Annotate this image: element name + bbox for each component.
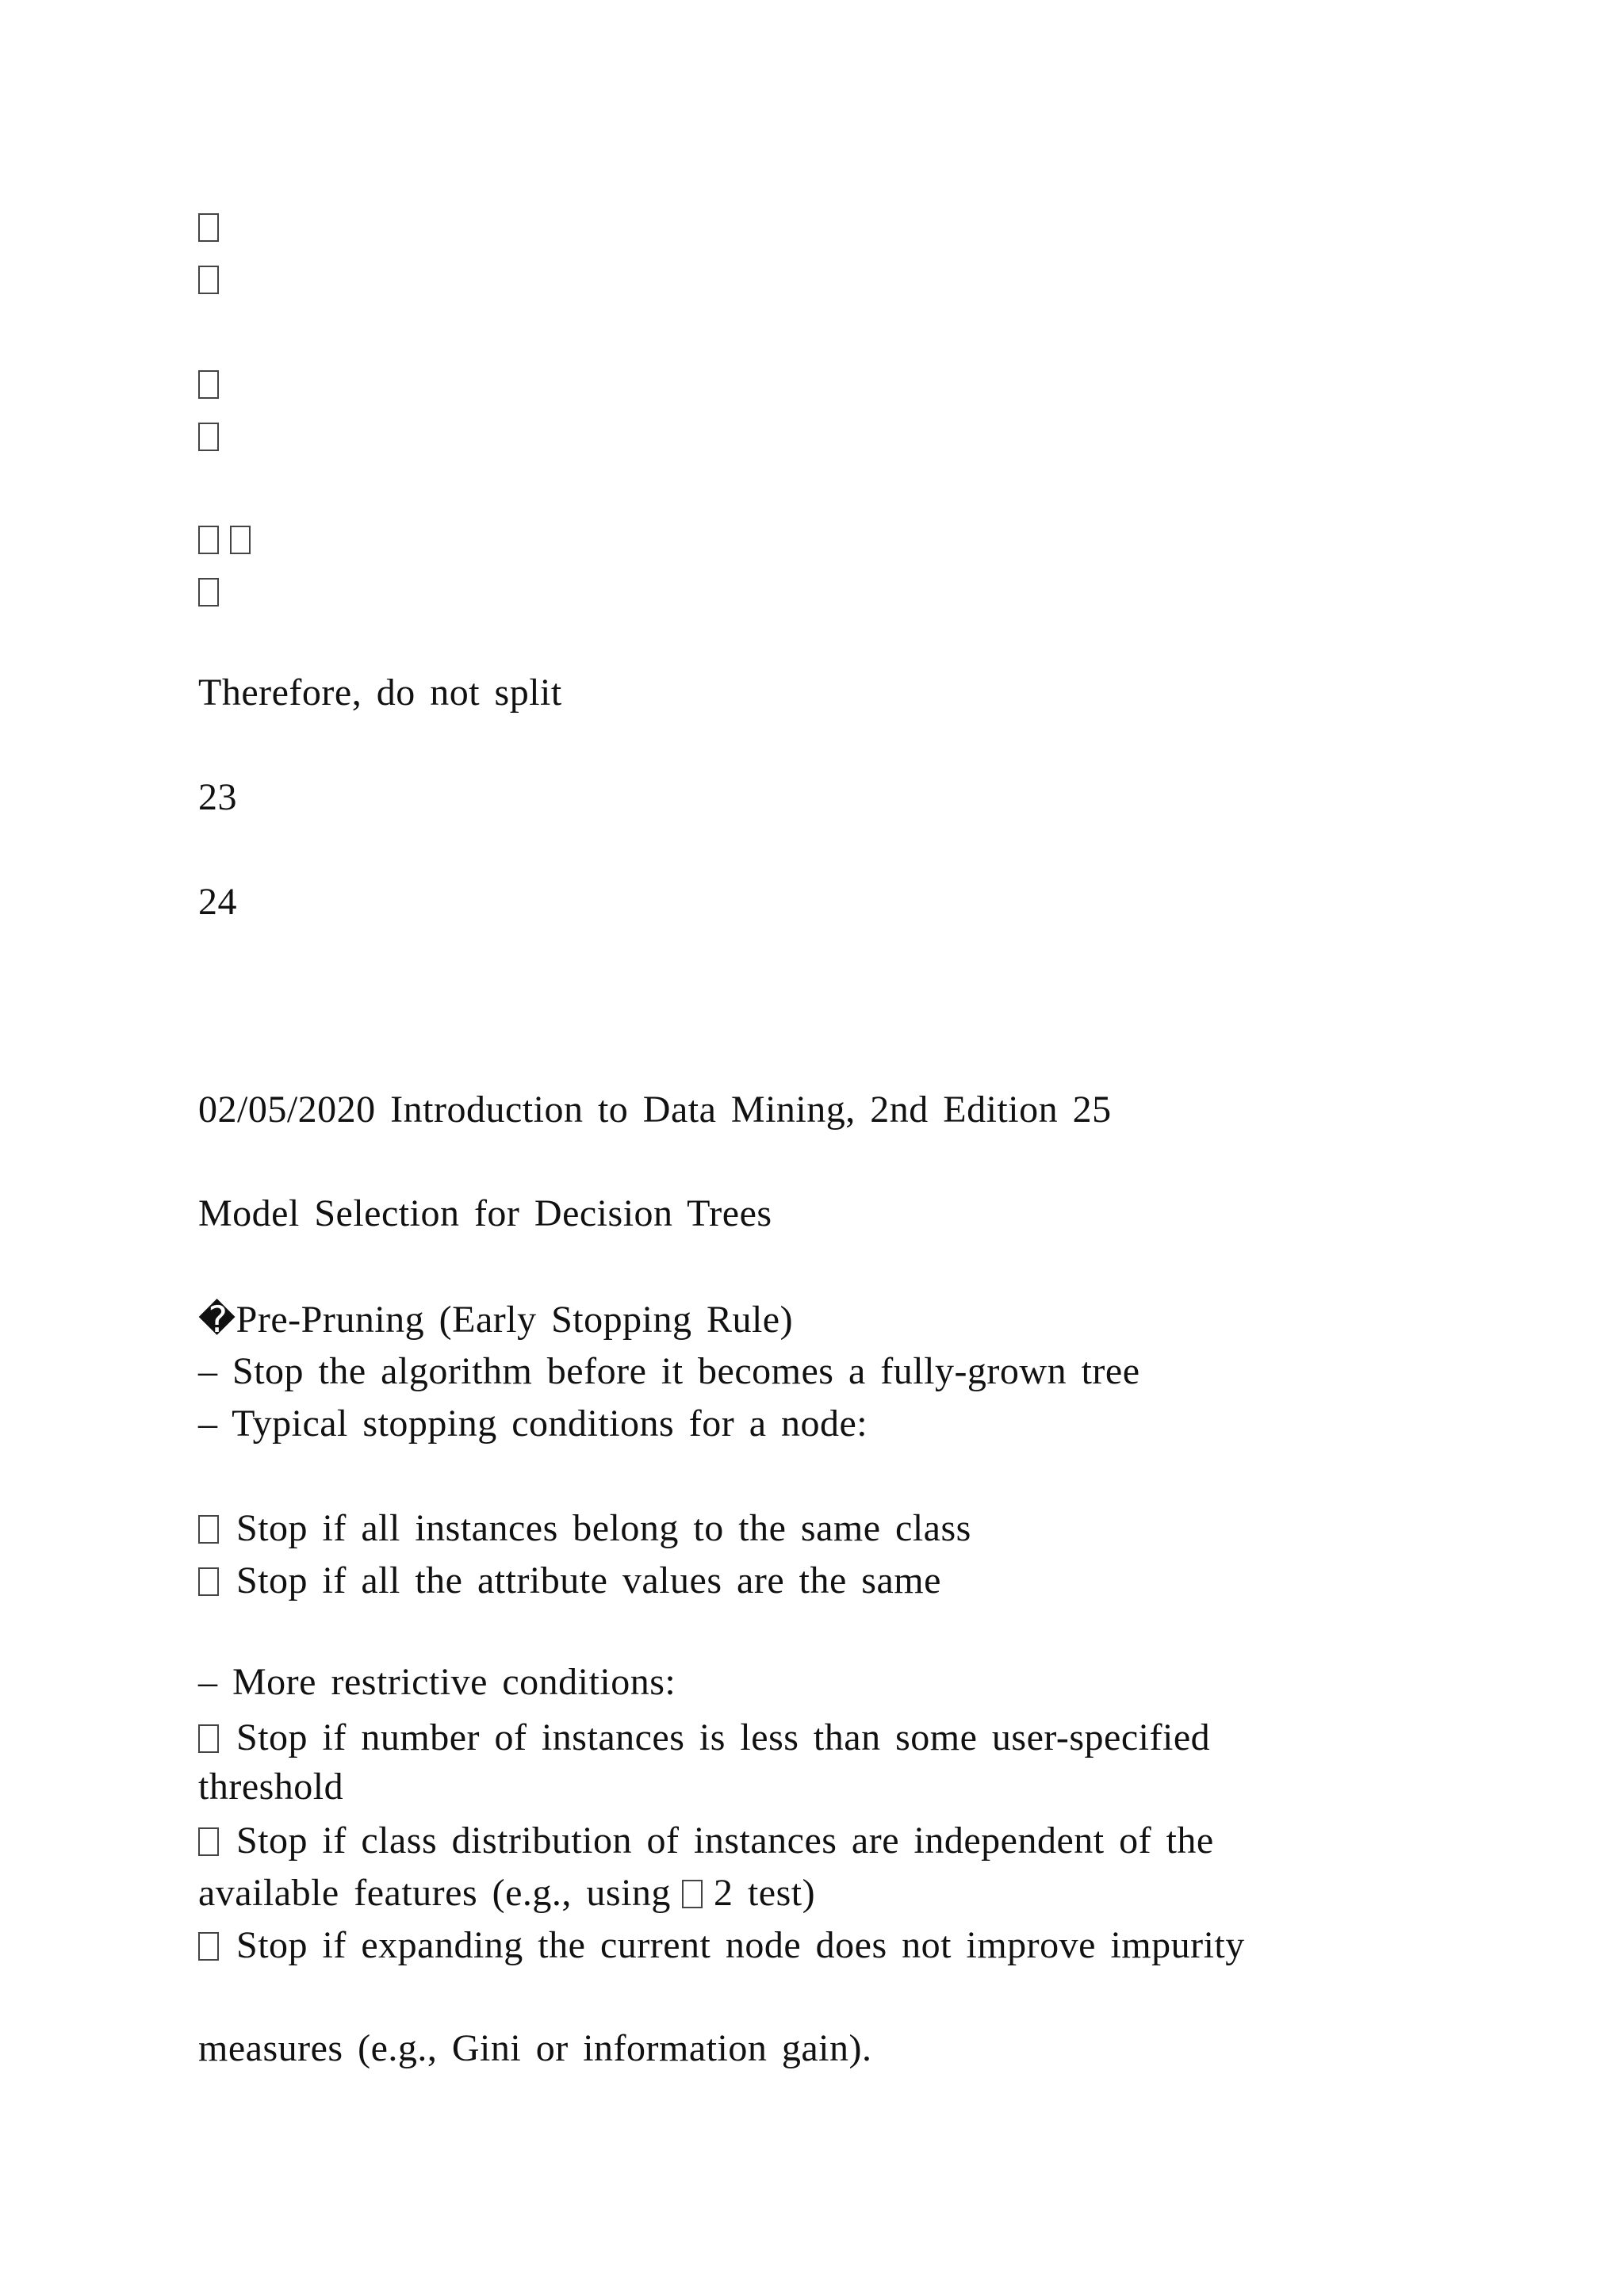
missing-glyph-icon [198,1567,219,1596]
dash-item-1: – Stop the algorithm before it becomes a fully-grown tree [198,1350,1140,1392]
missing-glyph-icon [198,1827,219,1856]
stop-condition-4 [198,1819,1214,1863]
pre-pruning-text: Pre-Pruning (Early Stopping Rule) [236,1299,794,1341]
stop-condition-2 [198,1559,941,1603]
stop-condition-1-text: Stop if all instances belong to the same class [236,1507,971,1549]
missing-glyph-icon [198,1724,219,1753]
stop-condition-2-text: Stop if all the attribute values are the same [236,1559,941,1601]
stop-condition-3 [198,1716,1210,1760]
stop-condition-4-continuation [198,1871,815,1915]
glyph-line-3 [198,362,227,406]
missing-glyph-icon [198,526,219,554]
slide-footer: 02/05/2020 Introduction to Data Mining, 2nd Edition 25 [198,1089,1112,1131]
page-number-24: 24 [198,881,237,923]
stop-condition-4-cont-b: 2 test) [713,1872,816,1914]
missing-glyph-icon [682,1880,703,1908]
glyph-line-5 [198,517,262,561]
replacement-char-icon: � [198,1298,236,1341]
dash-item-2: – Typical stopping conditions for a node: [198,1402,868,1445]
stop-condition-3-text: Stop if number of instances is less than some user-specified [236,1716,1211,1758]
measures-line: measures (e.g., Gini or information gain). [198,2027,872,2069]
missing-glyph-icon [198,1515,219,1544]
glyph-line-6 [198,569,227,614]
stop-condition-3-continuation: threshold [198,1766,344,1808]
stop-condition-4-cont-a: available features (e.g., using [198,1872,671,1914]
pre-pruning-heading [198,1297,793,1342]
stop-condition-5 [198,1923,1245,1968]
missing-glyph-icon [198,213,219,242]
glyph-line-1 [198,205,227,249]
missing-glyph-icon [198,1932,219,1961]
stop-condition-5-text: Stop if expanding the current node does not improve impurity [236,1924,1245,1966]
more-restrictive-heading: – More restrictive conditions: [198,1661,676,1703]
slide-title: Model Selection for Decision Trees [198,1192,772,1234]
glyph-line-2 [198,257,227,301]
glyph-line-4 [198,414,227,458]
page-number-23: 23 [198,776,237,818]
stop-condition-4-text: Stop if class distribution of instances are independent of the [236,1820,1214,1862]
missing-glyph-icon [198,266,219,294]
therefore-line: Therefore, do not split [198,672,562,714]
missing-glyph-icon [198,370,219,399]
missing-glyph-icon [198,423,219,451]
missing-glyph-icon [198,578,219,607]
missing-glyph-icon [230,526,251,554]
stop-condition-1 [198,1506,971,1551]
